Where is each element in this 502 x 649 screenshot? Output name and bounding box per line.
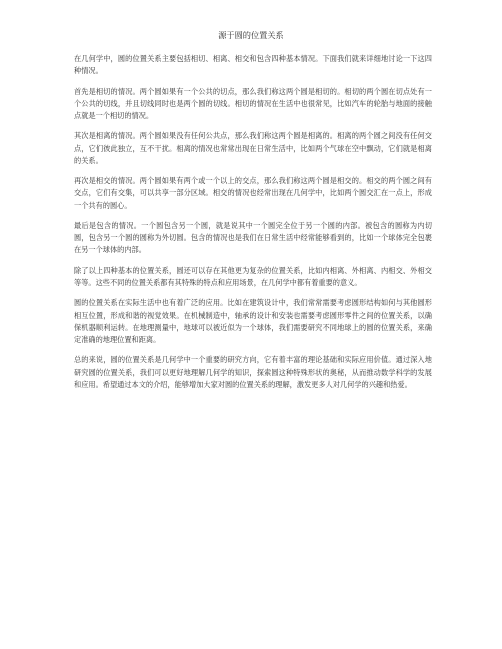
paragraph-intersect: 再次是相交的情况。两个圆如果有两个或一个以上的交点，那么我们称这两个圆是相交的。相交的两个圆之间有交点，它们有交集，可以共享一部分区域。相交的情况也经常出现在几何学中，比如两个圆交汇在一点上，形成一个共有的圆心。 xyxy=(74,176,432,210)
paragraph-intro: 在几何学中，圆的位置关系主要包括相切、相离、相交和包含四种基本情况。下面我们就来详细地讨论一下这四种情况。 xyxy=(74,54,432,76)
paragraph-contain: 最后是包含的情况。一个圆包含另一个圆，就是说其中一个圆完全位于另一个圆的内部。被包含的圆称为内切圆，包含另一个圆的圆称为外切圆。包含的情况也是我们在日常生活中经常能够看到的，比如一个球体完全包裹在另一个球体的内部。 xyxy=(74,220,432,255)
paragraph-separate: 其次是相离的情况。两个圆如果没有任何公共点，那么我们称这两个圆是相离的。相离的两个圆之间没有任何交点，它们彼此独立，互不干扰。相离的情况也常常出现在日常生活中，比如两个气球在空中飘动，它们就是相离的关系。 xyxy=(74,131,432,165)
paragraph-conclusion: 总的来说，圆的位置关系是几何学中一个重要的研究方向，它有着丰富的理论基础和实际应用价值。通过深入地研究圆的位置关系，我们可以更好地理解几何学的知识，探索圆这种特殊形状的奥秘，从而推动数学科学的发展和应用。希望通过本文的介绍，能够增加大家对圆的位置关系的理解，激发更多人对几何学的兴趣和热爱。 xyxy=(74,355,432,389)
paragraph-other-relations: 除了以上四种基本的位置关系，圆还可以存在其他更为复杂的位置关系，比如内相离、外相离、内相交、外相交等等。这些不同的位置关系都有其特殊的特点和应用场景，在几何学中都有着重要的意义。 xyxy=(74,265,432,287)
document-title: 源于圆的位置关系 xyxy=(218,30,284,40)
document-body xyxy=(74,53,432,399)
paragraph-applications: 圆的位置关系在实际生活中也有着广泛的应用。比如在建筑设计中，我们常常需要考虑圆形结构如何与其他圆形相互位置，形成和谐的视觉效果。在机械制造中，轴承的设计和安装也需要考虑圆形零件之间的位置关系，以确保机器顺利运转。在地理测量中，地球可以被近似为一个球体，我们需要研究不同地球上的圆的位置关系，来确定准确的地理位置和距离。 xyxy=(74,298,432,344)
paragraph-tangent: 首先是相切的情况。两个圆如果有一个公共的切点，那么我们称这两个圆是相切的。相切的两个圆在切点处有一个公共的切线，并且切线同时也是两个圆的切线。相切的情况在生活中也很常见，比如汽车的轮胎与地面的接触点就是一个相切的情况。 xyxy=(74,86,432,120)
